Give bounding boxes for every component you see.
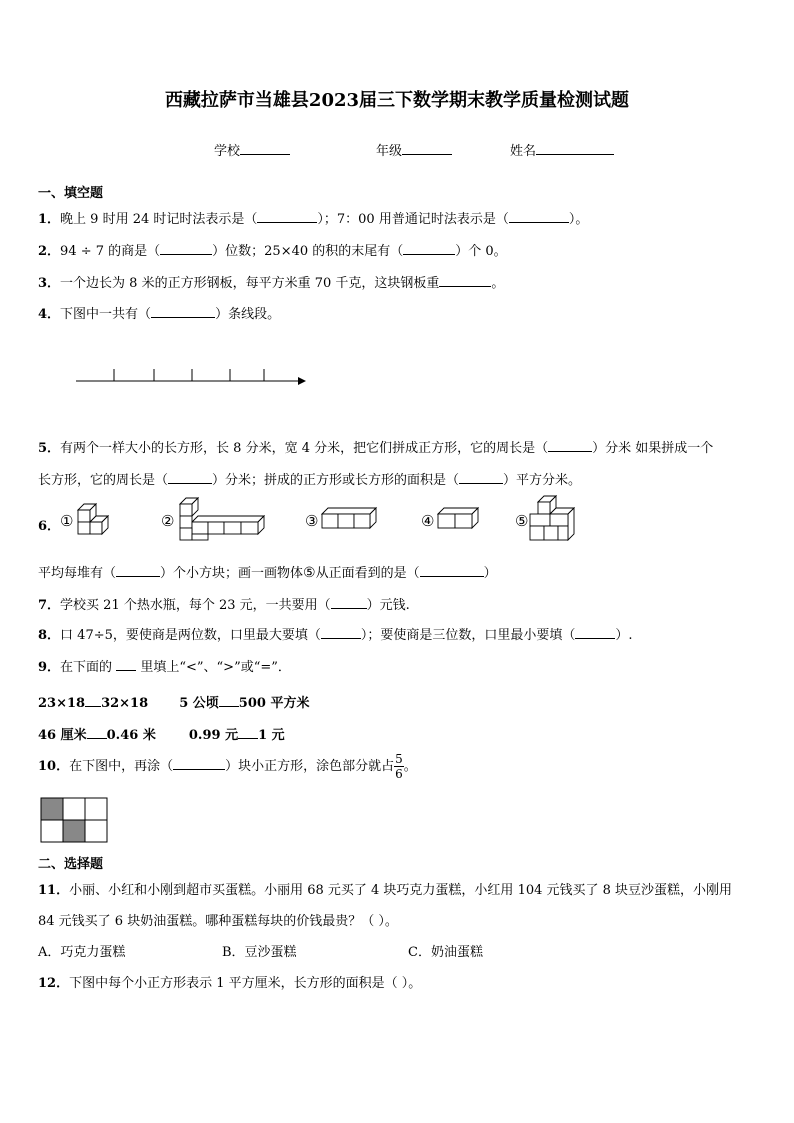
cube-figure-3 [318, 506, 378, 536]
option-b[interactable]: B．豆沙蛋糕 [222, 945, 297, 960]
figure-label-2: ② [161, 512, 175, 530]
question-5-line1: 5．有两个一样大小的长方形，长 8 分米，宽 4 分米，把它们拼成正方形，它的周长是（ ）分米 如果拼成一个 [38, 441, 714, 456]
page-title: 西藏拉萨市当雄县2023届三下数学期末教学质量检测试题 [164, 90, 630, 111]
question-9-row-2: 46 厘米 0.46 米 0.99 元 1 元 [38, 728, 285, 743]
section-fill-heading: 一、填空题 [38, 186, 104, 201]
question-4: 4．下图中一共有（ ）条线段。 [38, 307, 281, 322]
cube-figure-4 [436, 506, 480, 536]
option-c[interactable]: C．奶油蛋糕 [408, 945, 483, 960]
question-5-line2: 长方形，它的周长是（ ）分米；拼成的正方形或长方形的面积是（ ）平方分米。 [38, 473, 582, 488]
school-field[interactable] [214, 140, 290, 159]
name-field[interactable] [510, 140, 614, 159]
question-9: 9．在下面的 里填上“<”、“>”或“=”． [38, 660, 291, 675]
option-a[interactable]: A．巧克力蛋糕 [38, 945, 126, 960]
fraction: $\frac{5}{6}$ [395, 752, 403, 781]
question-8: 8．口 47÷5，要使商是两位数，口里最大要填（ ）；要使商是三位数，口里最小要填（ ）. [38, 628, 633, 643]
figure-label-4: ④ [421, 512, 435, 530]
segment-figure [76, 368, 306, 388]
question-11-line2: 84 元钱买了 6 块奶油蛋糕。哪种蛋糕每块的价钱最贵？（ ）。 [38, 914, 398, 929]
figure-label-1: ① [60, 512, 74, 530]
question-7: 7．学校买 21 个热水瓶，每个 23 元，一共要用（ ）元钱. [38, 598, 410, 613]
question-3: 3．一个边长为 8 米的正方形钢板，每平方米重 70 千克，这块钢板重 。 [38, 276, 505, 291]
section-choice-heading: 二、选择题 [38, 857, 104, 872]
question-6-number: 6． [38, 519, 61, 534]
grade-field[interactable] [376, 140, 452, 159]
cube-figure-5 [528, 494, 578, 550]
shaded-grid [40, 797, 108, 843]
cube-figure-2 [176, 496, 272, 544]
question-2: 2．94 ÷ 7 的商是（ ）位数；25×40 的积的末尾有（ ）个 0。 [38, 244, 507, 259]
school-label: 学校 [214, 144, 241, 159]
question-11-line1: 11．小丽、小红和小刚到超市买蛋糕。小丽用 68 元买了 4 块巧克力蛋糕，小红用 104 元钱买了 8 块豆沙蛋糕，小刚用 [38, 883, 733, 898]
cube-figure-1 [76, 500, 116, 544]
figure-label-3: ③ [305, 512, 319, 530]
question-6-line: 平均每堆有（ ）个小方块；画一画物体⑤从正面看到的是（ ） [38, 565, 497, 581]
question-9-row-1: 23×18 32×18 5 公顷 500 平方米 [38, 696, 310, 711]
name-label: 姓名 [510, 144, 537, 159]
question-1: 1．晚上 9 时用 24 时记时法表示是（ ）；7：00 用普通记时法表示是（ ）。 [38, 212, 589, 227]
question-10: 10．在下图中，再涂（ ）块小正方形，涂色部分就占 $\frac{5}{6}$ 。 [38, 752, 417, 781]
question-12: 12．下图中每个小正方形表示 1 平方厘米，长方形的面积是（ ）。 [38, 976, 422, 991]
figure-label-5: ⑤ [515, 512, 529, 530]
grade-label: 年级 [376, 144, 403, 159]
